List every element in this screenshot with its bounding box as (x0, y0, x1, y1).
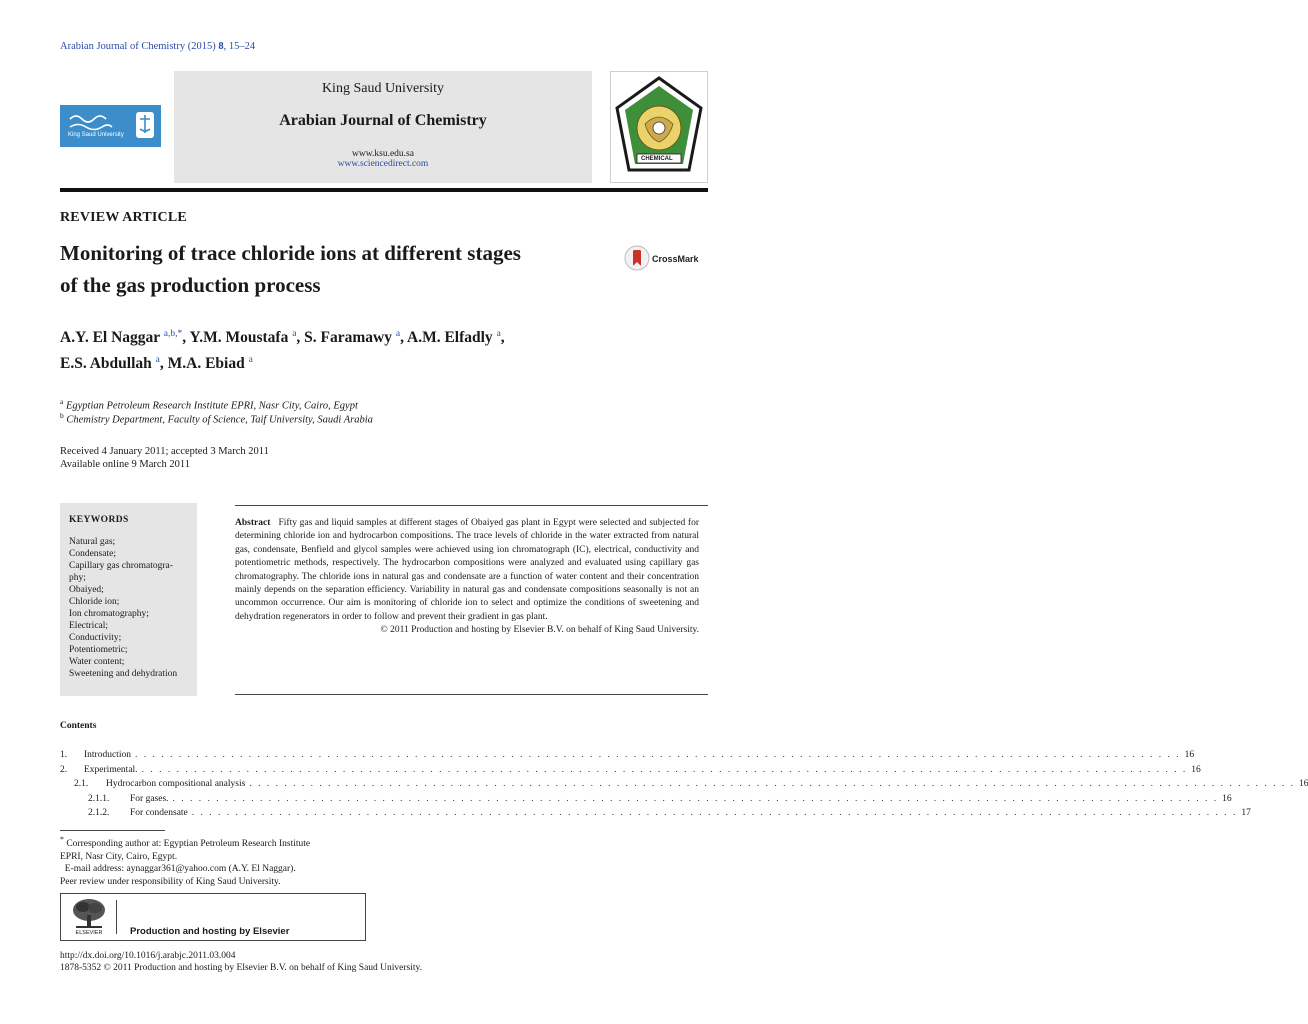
sciencedirect-url-link[interactable]: www.sciencedirect.com (337, 159, 429, 169)
toc-leader: . . . . . . . . . . . . . . . . . . . . . . . . . . . . . . . . . . . . . . . . . . . . . . . . . . . . . . . . . . . . . . . . . . . . . . . . . . . . . . . . . . . . . . . . . . . . . . . . . . . . . . . . . . . . . . . . . . . . . . . . (134, 750, 1181, 760)
toc-entry[interactable] (88, 793, 1232, 806)
header-divider (60, 188, 708, 192)
author-name: Y.M. Moustafa (189, 329, 293, 347)
email-suffix: (A.Y. El Naggar). (226, 864, 296, 875)
affiliation-mark: a (60, 397, 64, 406)
toc-entry[interactable] (74, 778, 1308, 791)
footnote-mark: * (60, 835, 64, 844)
article-title-line2: of the gas production process (60, 273, 321, 297)
ksu-logo-icon (60, 105, 161, 147)
chemical-society-logo (610, 71, 708, 183)
email-label: E-mail address: (64, 864, 127, 875)
society-logo-text: CHEMICAL (641, 156, 673, 162)
article-type: REVIEW ARTICLE (60, 210, 187, 225)
issn-copyright: 1878-5352 © 2011 Production and hosting by Elsevier B.V. on behalf of King Saud University. (60, 963, 423, 973)
author-affiliation-mark[interactable]: a (292, 329, 297, 339)
author-separator: , (500, 329, 505, 347)
author-name: A.Y. El Naggar (60, 329, 164, 347)
article-title-line1: Monitoring of trace chloride ions at different stages (60, 241, 521, 265)
affiliation-text: Chemistry Department, Faculty of Science, Taif University, Saudi Arabia (66, 414, 373, 426)
author-list (60, 323, 660, 375)
ksu-logo (60, 105, 161, 147)
citation-pages: , 15–24 (223, 41, 256, 52)
affiliation-a (60, 397, 358, 412)
journal-citation[interactable] (60, 41, 255, 52)
toc-leader: . . . . . . . . . . . . . . . . . . . . . . . . . . . . . . . . . . . . . . . . . . . . . . . . . . . . . . . . . . . . . . . . . . . . . . . . . . . . . . . . . . . . . . . . . . . . . . . . . . . . . . . . . . . . . . . . . . . . . . . . (141, 764, 1188, 775)
affiliation-mark: b (60, 411, 64, 420)
author-name: A.M. Elfadly (407, 329, 497, 347)
keyword-item: Electrical; (69, 621, 109, 631)
keyword-item: Obaiyed; (69, 585, 104, 595)
keywords-title: KEYWORDS (69, 515, 129, 525)
received-date: Received 4 January 2011; accepted 3 March 2011 (60, 446, 269, 457)
toc-title: For gases. (130, 793, 169, 804)
toc-number: 2.1. (74, 779, 89, 789)
corresponding-author-note (60, 834, 460, 851)
crossmark-icon (624, 244, 650, 272)
abstract-label: Abstract (235, 518, 271, 528)
corresponding-author-text: Corresponding author at: Egyptian Petroleum Research Institute (66, 839, 311, 850)
toc-number: 2. (60, 764, 68, 775)
citation-volume: 8 (218, 41, 224, 52)
crossmark-label: CrossMark (652, 254, 699, 264)
toc-page: 16 (1191, 764, 1201, 775)
keyword-item: Condensate; (69, 549, 116, 559)
keyword-item: Sweetening and dehydration (69, 669, 178, 679)
keyword-item: phy; (69, 573, 86, 583)
author-affiliation-mark[interactable]: a,b,* (163, 329, 183, 339)
keyword-item: Natural gas; (69, 537, 116, 547)
footnote-rule (60, 830, 165, 831)
toc-title: Introduction (84, 750, 131, 760)
keyword-item: Ion chromatography; (69, 609, 149, 619)
toc-page: 16 (1298, 779, 1308, 789)
author-name: E.S. Abdullah (60, 355, 156, 373)
author-separator: , (159, 355, 168, 373)
keyword-item: Potentiometric; (69, 645, 128, 655)
author-affiliation-mark[interactable]: a (248, 355, 253, 366)
footnotes (60, 834, 460, 888)
society-emblem-icon (611, 72, 707, 182)
abstract-text: Fifty gas and liquid samples at different stages of Obaiyed gas plant in Egypt were selected and subjected for determining chloride ion and hydrocarbon compositions. The trace levels of chloride in the water extracted from natural gas, condensate, Benfield and glycol samples were achieved using ion chromatograph (IC), electrical, conductivity and potentiometric methods, respectively. The hydrocarbon compositions were analyzed and evaluated using capillary gas chromatography. The chloride ions in natural gas and condensate are a function of water content and their concentration mainly depends on the separation efficiency. Variability in natural gas and condensate compositions seasonally is not an uncommon occurrence. Our aim is monitoring of chloride ion to select and optimize the conditions of sweetening and dehydration regenerators in order to follow and prevent their gradient in gas plant. (235, 518, 699, 622)
toc-page: 16 (1184, 750, 1195, 760)
toc-number: 2.1.2. (88, 808, 110, 818)
peer-review-note: Peer review under responsibility of King Saud University. (60, 876, 281, 887)
author-line-2 (60, 349, 660, 375)
toc-entry[interactable] (60, 764, 1201, 777)
online-date: Available online 9 March 2011 (60, 459, 191, 470)
ksu-url-link[interactable]: www.ksu.edu.sa (352, 149, 414, 159)
toc-title: Experimental. (84, 764, 138, 775)
toc-page: 17 (1241, 808, 1251, 818)
keyword-item: Water content; (69, 657, 125, 667)
article-title (60, 237, 615, 301)
keywords-list (69, 536, 197, 680)
abstract-copyright: © 2011 Production and hosting by Elsevier B.V. on behalf of King Saud University. (380, 625, 699, 636)
author-separator: , (400, 329, 407, 347)
toc-leader: . . . . . . . . . . . . . . . . . . . . . . . . . . . . . . . . . . . . . . . . . . . . . . . . . . . . . . . . . . . . . . . . . . . . . . . . . . . . . . . . . . . . . . . . . . . . . . . . . . . . . . . . . . . . . . . . . . . . . . . . (249, 779, 1295, 789)
elsevier-wordmark: ELSEVIER (75, 930, 103, 936)
keyword-item: Capillary gas chromatogra- (69, 561, 173, 571)
keyword-item: Chloride ion; (69, 597, 120, 607)
ksu-logo-text: King Saud University (68, 132, 124, 138)
doi-link[interactable]: http://dx.doi.org/10.1016/j.arabjc.2011.03.004 (60, 951, 236, 961)
toc-page: 16 (1222, 793, 1232, 804)
toc-title: For condensate (130, 808, 188, 818)
toc-leader: . . . . . . . . . . . . . . . . . . . . . . . . . . . . . . . . . . . . . . . . . . . . . . . . . . . . . . . . . . . . . . . . . . . . . . . . . . . . . . . . . . . . . . . . . . . . . . . . . . . . . . . . . . . . . . . . . . . . . . . . (172, 793, 1219, 804)
email-line (60, 863, 460, 876)
elsevier-hosting-label: Production and hosting by Elsevier (130, 926, 290, 937)
author-separator: , (296, 329, 305, 347)
author-name: M.A. Ebiad (167, 355, 249, 373)
corresponding-author-text-2: EPRI, Nasr City, Cairo, Egypt. (60, 851, 178, 862)
email-link[interactable]: aynaggar361@yahoo.com (126, 864, 227, 875)
author-name: S. Faramawy (304, 329, 396, 347)
toc-number: 1. (60, 750, 68, 760)
university-name: King Saud University (321, 81, 445, 96)
abstract (235, 517, 699, 638)
toc-number: 2.1.1. (88, 793, 110, 804)
author-separator: , (182, 329, 190, 347)
toc-title: Hydrocarbon compositional analysis (106, 779, 246, 789)
affiliation-text: Egyptian Petroleum Research Institute EPRI, Nasr City, Cairo, Egypt (65, 400, 358, 412)
keyword-item: Conductivity; (69, 633, 122, 643)
abstract-rule-bottom (235, 694, 708, 695)
toc-entry[interactable] (60, 749, 1195, 762)
abstract-rule-top (235, 505, 708, 506)
author-affiliation-mark[interactable]: a (395, 329, 401, 339)
author-affiliation-mark[interactable]: a (155, 355, 160, 366)
elsevier-tree-icon (66, 897, 112, 931)
elsevier-separator (116, 900, 117, 934)
toc-leader: . . . . . . . . . . . . . . . . . . . . . . . . . . . . . . . . . . . . . . . . . . . . . . . . . . . . . . . . . . . . . . . . . . . . . . . . . . . . . . . . . . . . . . . . . . . . . . . . . . . . . . . . . . . . . . . . . . . . . . . . (191, 808, 1238, 818)
affiliation-b (60, 411, 373, 426)
toc-entry[interactable] (88, 807, 1251, 820)
author-line-1 (60, 323, 660, 349)
contents-title: Contents (60, 721, 97, 731)
author-affiliation-mark[interactable]: a (496, 329, 501, 339)
journal-name: Arabian Journal of Chemistry (279, 112, 487, 129)
citation-journal: Arabian Journal of Chemistry (2015) (60, 41, 219, 52)
